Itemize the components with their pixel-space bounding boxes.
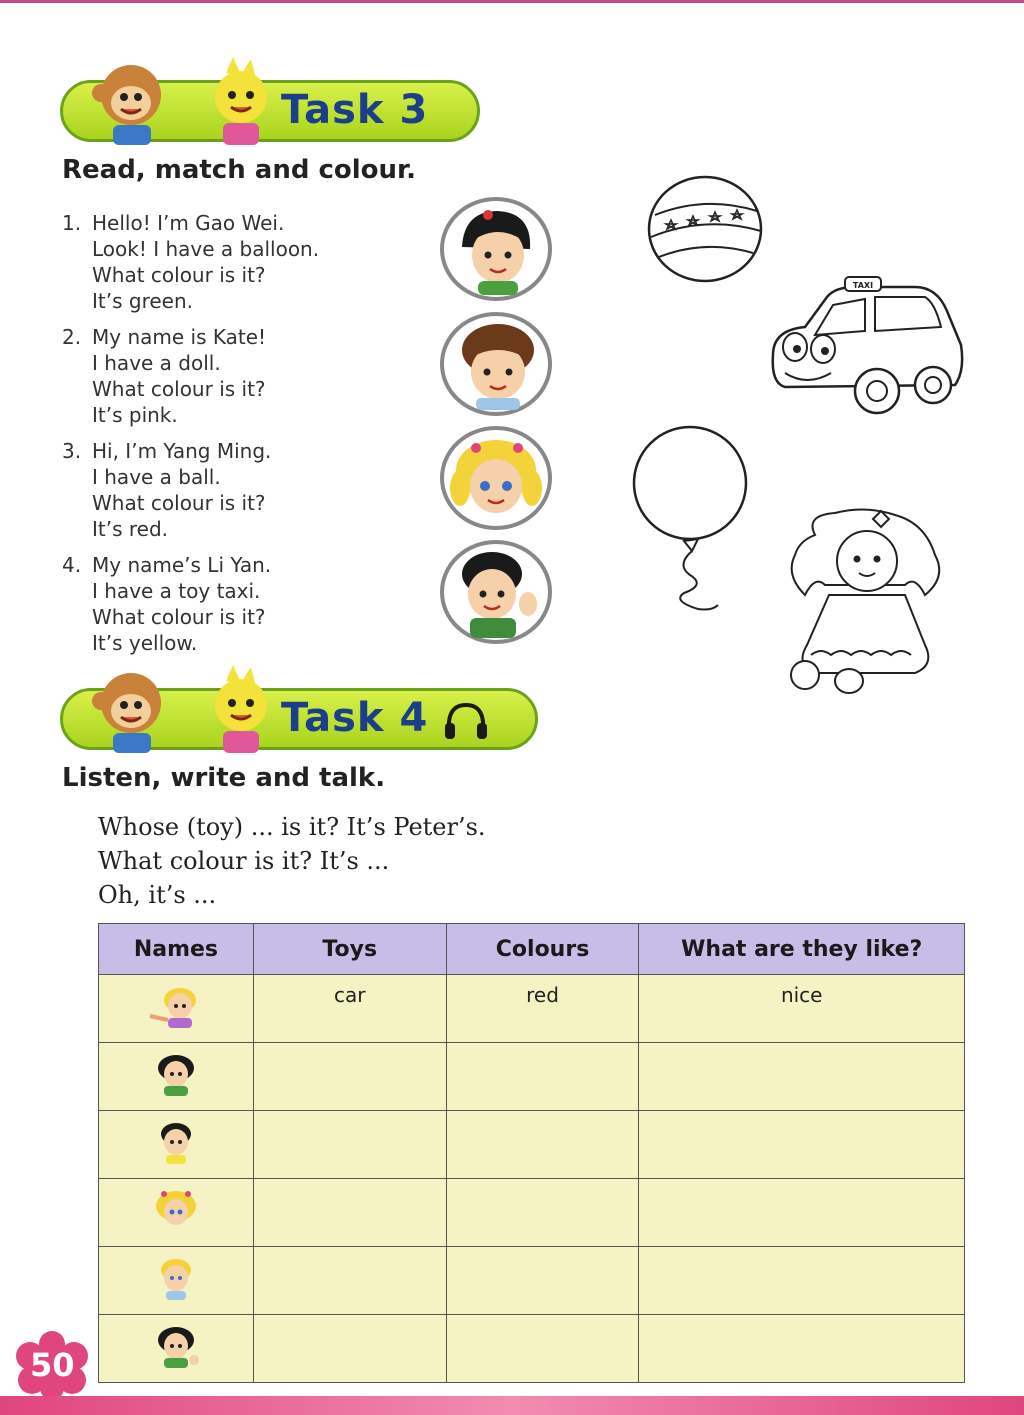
dialog-number: 4.: [62, 553, 82, 577]
colour-cell[interactable]: [446, 1315, 639, 1383]
dialog-4: [62, 552, 271, 656]
toy-cell[interactable]: car: [253, 975, 446, 1043]
dialog-line: What colour is it?: [92, 263, 266, 287]
header-toys: Toys: [253, 924, 446, 975]
dialog-line: My name is Kate!: [92, 325, 267, 349]
ball-icon: [645, 175, 765, 283]
table-row: [99, 1247, 965, 1315]
dialog-line: My name’s Li Yan.: [92, 553, 272, 577]
like-cell[interactable]: [639, 1247, 965, 1315]
dialog-number: 1.: [62, 211, 82, 235]
dialog-line: It’s pink.: [92, 403, 178, 427]
toy-cell[interactable]: [253, 1315, 446, 1383]
dialog-line: Look! I have a balloon.: [92, 237, 320, 261]
girl-face-icon: [146, 1050, 206, 1098]
toy-cell[interactable]: [253, 1247, 446, 1315]
toy-cell[interactable]: [253, 1111, 446, 1179]
name-cell: [99, 1111, 254, 1179]
dialog-line: What colour is it?: [92, 491, 266, 515]
toys-table: [98, 923, 965, 1383]
name-cell: [99, 1315, 254, 1383]
colour-cell[interactable]: [446, 1111, 639, 1179]
like-cell[interactable]: [639, 1179, 965, 1247]
colour-cell[interactable]: [446, 1247, 639, 1315]
dialog-line: Hi, I’m Yang Ming.: [92, 439, 272, 463]
table-row: [99, 1315, 965, 1383]
colour-cell[interactable]: red: [446, 975, 639, 1043]
headphones-icon: [443, 701, 489, 741]
toy-cell[interactable]: [253, 1043, 446, 1111]
boy-face-icon: [146, 1118, 206, 1166]
dialog-2: [62, 324, 266, 428]
table-row: [99, 1111, 965, 1179]
header-colours: Colours: [446, 924, 639, 975]
boy-waving-portrait-icon: [440, 540, 552, 644]
blonde-boy-face-icon: [146, 1254, 206, 1302]
task4-title: Task 4: [281, 695, 429, 741]
dialog-number: 2.: [62, 325, 82, 349]
dialog-number: 3.: [62, 439, 82, 463]
dialog-line: It’s red.: [92, 517, 169, 541]
prompt-line: Oh, it’s ...: [98, 881, 217, 909]
footer-band: [0, 1396, 1024, 1415]
toy-cell[interactable]: [253, 1179, 446, 1247]
name-cell: [99, 1179, 254, 1247]
like-cell[interactable]: [639, 1315, 965, 1383]
table-header-row: [99, 924, 965, 975]
monkey-and-cat-mascots-icon: [81, 661, 281, 753]
dialog-line: I have a doll.: [92, 351, 221, 375]
table-row: [99, 975, 965, 1043]
taxi-sign-label: TAXI: [852, 281, 874, 290]
header-what-like: What are they like?: [639, 924, 965, 975]
table-row: [99, 1043, 965, 1111]
dialog-line: Hello! I’m Gao Wei.: [92, 211, 285, 235]
blonde-girl-portrait-icon: [440, 426, 552, 530]
name-cell: [99, 975, 254, 1043]
like-cell[interactable]: nice: [639, 975, 965, 1043]
task3-banner: [60, 80, 480, 142]
dialog-line: It’s green.: [92, 289, 193, 313]
doll-icon: [775, 505, 955, 695]
colour-cell[interactable]: [446, 1179, 639, 1247]
page-number: 50: [30, 1346, 75, 1384]
boy-portrait-icon: [440, 312, 552, 416]
talk-prompts: [98, 810, 486, 912]
task4-instruction: Listen, write and talk.: [62, 763, 386, 793]
dialog-line: What colour is it?: [92, 377, 266, 401]
dialog-line: What colour is it?: [92, 605, 266, 629]
balloon-icon: [628, 425, 753, 615]
blonde-boy-face-icon: [146, 982, 206, 1030]
dialog-line: It’s yellow.: [92, 631, 198, 655]
prompt-line: Whose (toy) ... is it? It’s Peter’s.: [98, 813, 486, 841]
like-cell[interactable]: [639, 1111, 965, 1179]
header-names: Names: [99, 924, 254, 975]
colour-cell[interactable]: [446, 1043, 639, 1111]
like-cell[interactable]: [639, 1043, 965, 1111]
monkey-and-cat-mascots-icon: [81, 53, 281, 145]
top-rule: [0, 0, 1024, 3]
blonde-girl-face-icon: [146, 1186, 206, 1234]
girl-face-icon: [146, 1322, 206, 1370]
dialog-line: I have a toy taxi.: [92, 579, 261, 603]
task3-instruction: Read, match and colour.: [62, 155, 417, 185]
name-cell: [99, 1247, 254, 1315]
prompt-line: What colour is it? It’s ...: [98, 847, 390, 875]
task3-title: Task 3: [281, 87, 429, 133]
toy-taxi-icon: [765, 275, 970, 423]
table-row: [99, 1179, 965, 1247]
girl-portrait-icon: [440, 197, 552, 301]
name-cell: [99, 1043, 254, 1111]
dialog-1: [62, 210, 319, 314]
task4-banner: [60, 688, 538, 750]
dialog-3: [62, 438, 271, 542]
dialog-line: I have a ball.: [92, 465, 221, 489]
